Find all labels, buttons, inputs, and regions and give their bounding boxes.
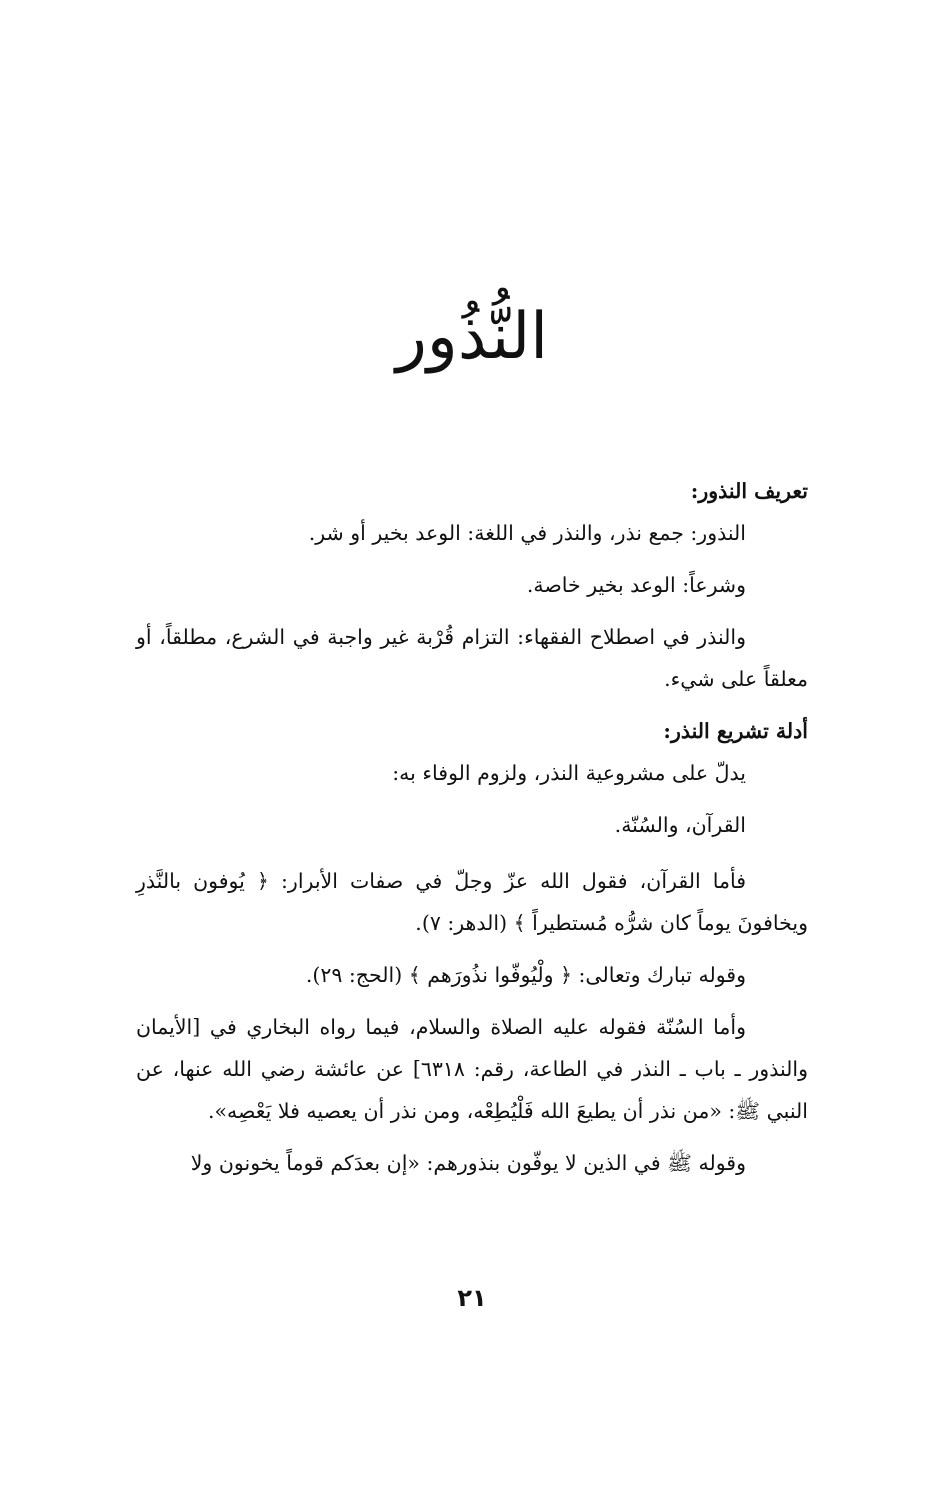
evidence-paragraph-2: القرآن، والسُنّة.: [614, 813, 746, 837]
page-number: ٢١: [457, 1284, 487, 1312]
evidence-paragraph-quran: فأما القرآن، فقول الله عزّ وجلّ في صفات الأبرار: ﴿ يُوفون بالنَّذرِ ويخافونَ يوماً كان شرُّه مُستطيراً ﴾ (الدهر: ٧).: [136, 869, 808, 935]
evidence-paragraph-1: يدلّ على مشروعية النذر، ولزوم الوفاء به:: [392, 761, 746, 785]
page-body: [136, 470, 808, 1184]
definition-paragraph-1: النذور: جمع نذر، والنذر في اللغة: الوعد بخير أو شر.: [308, 521, 746, 545]
chapter-title: النُّذُور: [396, 300, 548, 374]
definition-paragraph-3: والنذر في اصطلاح الفقهاء: التزام قُرْبة غير واجبة في الشرع، مطلقاً، أو معلقاً على شيء.: [136, 625, 808, 691]
evidence-paragraph-sunnah: وأما السُنّة فقوله عليه الصلاة والسلام، فيما رواه البخاري في [الأيمان والنذور ـ باب ـ النذر في الطاعة، رقم: ٦٣١٨] عن عائشة رضي الله عنها، عن النبي ﷺ: «من نذر أن يطيعَ الله فَلْيُطِعْه، ومن نذر أن يعصيه فلا يَعْصِه».: [136, 1015, 808, 1123]
evidence-paragraph-hadith: وقوله ﷺ في الذين لا يوفّون بنذورهم: «إن بعدَكم قوماً يخونون ولا: [190, 1151, 746, 1175]
section-heading-definition: تعريف النذور:: [690, 479, 808, 503]
definition-paragraph-2: وشرعاً: الوعد بخير خاصة.: [526, 573, 746, 597]
section-heading-evidence: أدلة تشريع النذر:: [663, 719, 808, 743]
evidence-paragraph-quran-2: وقوله تبارك وتعالى: ﴿ ولْيُوفّوا نذُورَهم ﴾ (الحج: ٢٩).: [305, 963, 746, 987]
